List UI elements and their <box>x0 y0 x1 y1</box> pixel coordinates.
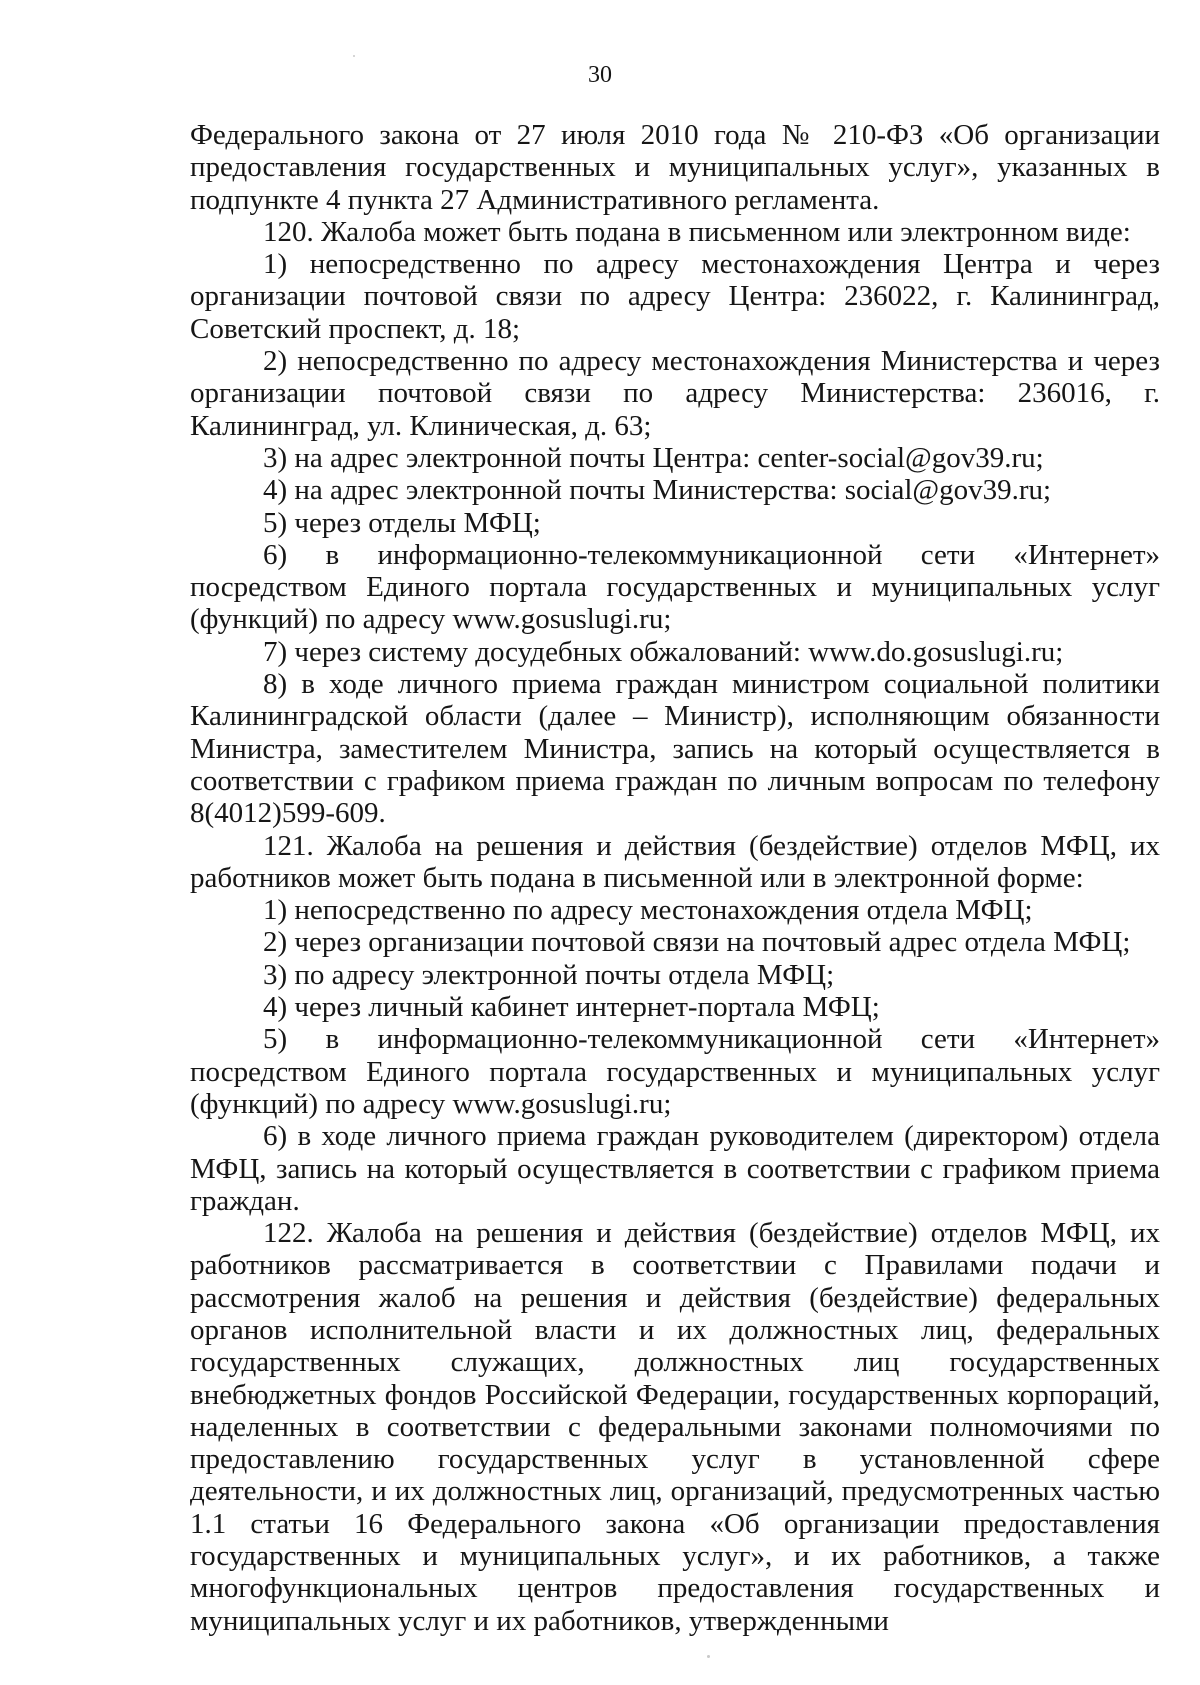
list-item: 4) через личный кабинет интернет-портала МФЦ; <box>263 991 880 1024</box>
list-item: 8) в ходе личного приема граждан министром социальной политики Калининградской области (далее – Министр), исполняющим обязанности Министра, заместителем Министра, запись на который осуществляется в соответствии с графиком приема граждан по личным вопросам по телефону 8(4012)599-609. <box>190 668 1160 830</box>
list-item: 7) через систему досудебных обжалований: www.do.gosuslugi.ru; <box>263 635 1064 668</box>
list-item: 1) непосредственно по адресу местонахождения Центра и через организации почтовой связи по адресу Центра: 236022, г. Калининград, Советский проспект, д. 18; <box>190 248 1160 345</box>
paragraph-item-121: 121. Жалоба на решения и действия (бездействие) отделов МФЦ, их работников может быть подана в письменной или в электронной форме: <box>190 829 1160 894</box>
list-item: 5) в информационно-телекоммуникационной сети «Интернет» посредством Единого портала государственных и муниципальных услуг (функций) по адресу www.gosuslugi.ru; <box>190 1023 1160 1120</box>
paragraph-item-122: 122. Жалоба на решения и действия (бездействие) отделов МФЦ, их работников рассматривается в соответствии с Правилами подачи и рассмотрения жалоб на решения и действия (бездействие) федеральных органов исполнительной власти и их должностных лиц, федеральных государственных служащих, должностных лиц государственных внебюджетных фондов Российской Федерации, государственных корпораций, наделенных в соответствии с федеральными законами полномочиями по предоставлению государственных услуг в установленной сфере деятельности, и их должностных лиц, организаций, предусмотренных частью 1.1 статьи 16 Федерального закона «Об организации предоставления государственных и муниципальных услуг», и их работников, а также многофункциональных центров предоставления государственных и муниципальных услуг и их работников, утвержденными <box>190 1217 1160 1637</box>
list-item: 3) по адресу электронной почты отдела МФЦ; <box>263 958 835 991</box>
list-item: 6) в ходе личного приема граждан руководителем (директором) отдела МФЦ, запись на который осуществляется в соответствии с графиком приема граждан. <box>190 1120 1160 1217</box>
list-item: 1) непосредственно по адресу местонахождения отдела МФЦ; <box>263 894 1033 927</box>
paragraph-item-120: 120. Жалоба может быть подана в письменном или электронном виде: <box>263 215 1131 248</box>
paragraph: Федерального закона от 27 июля 2010 года № 210-ФЗ «Об организации предоставления государственных и муниципальных услуг», указанных в подпункте 4 пункта 27 Административного регламента. <box>190 119 1160 216</box>
list-item: 2) через организации почтовой связи на почтовый адрес отдела МФЦ; <box>263 926 1131 959</box>
list-item: 2) непосредственно по адресу местонахождения Министерства и через организации почтовой связи по адресу Министерства: 236016, г. Калининград, ул. Клиническая, д. 63; <box>190 345 1160 442</box>
list-item: 6) в информационно-телекоммуникационной сети «Интернет» посредством Единого портала государственных и муниципальных услуг (функций) по адресу www.gosuslugi.ru; <box>190 538 1160 636</box>
list-item: 3) на адрес электронной почты Центра: center-social@gov39.ru; <box>263 441 1044 474</box>
list-item: 5) через отделы МФЦ; <box>263 506 541 539</box>
document-body <box>190 119 1160 1637</box>
scan-speck <box>353 55 355 57</box>
page-number: 30 <box>588 62 612 88</box>
list-item: 4) на адрес электронной почты Министерства: social@gov39.ru; <box>263 474 1052 507</box>
scan-speck <box>707 1655 710 1658</box>
